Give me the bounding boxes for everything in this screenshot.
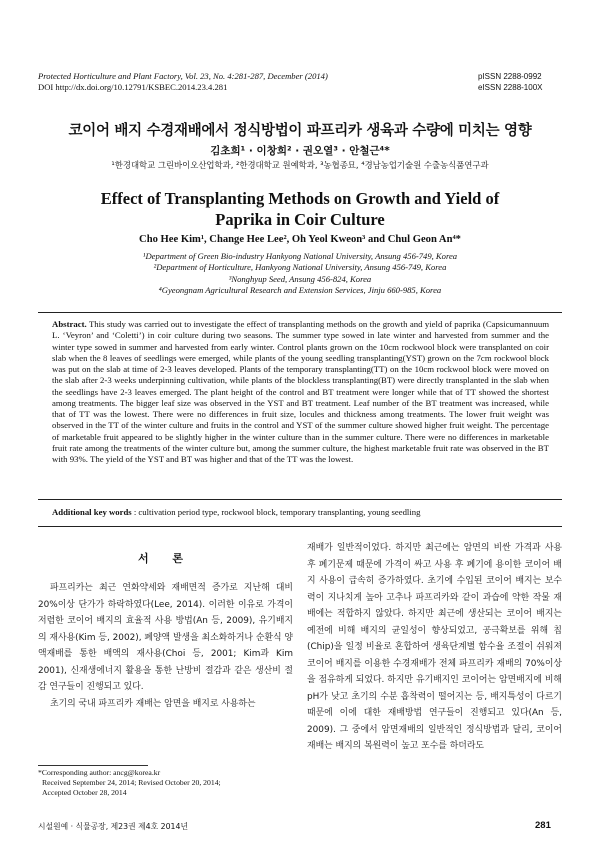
body-right-column: [307, 540, 562, 755]
abstract-top-rule: [38, 312, 562, 313]
korean-title: 코이어 배지 수경재배에서 정식방법이 파프리카 생육과 수량에 미치는 영향: [68, 123, 532, 139]
english-title-line-2: Paprika in Coir Culture: [215, 210, 385, 229]
pissn: pISSN 2288-0992: [478, 72, 542, 81]
keywords-bottom-rule: [38, 526, 562, 527]
footnote-rule: [38, 765, 148, 766]
corresponding-author: *Corresponding author: ancg@korea.kr: [38, 768, 161, 777]
intro-text-left: [38, 580, 293, 712]
abstract-label: Abstract.: [52, 319, 87, 329]
intro-paragraph-1: 파프리카는 최근 연화약세와 재배면적 증가로 지난해 대비 20%이상 단가가 하락하였다(Lee, 2014). 이러한 이유로 가격이 저렴한 코이어 배지의 효율적 사용 방법(An 등, 2009), 유기배지의 재사용(Kim 등, 2002), 폐양액 발생을 최소화하거나 순환식 양액재배를 통한 배액의 재사용(Choi 등, 2001; Kim과 Kim 2001), 신재생에너지 활용을 통한 난방비 절감과 같은 생산비 절감 연구들이 진행되고 있다.: [38, 583, 293, 692]
eissn: eISSN 2288-100X: [478, 83, 543, 92]
keywords: [52, 507, 549, 518]
footer-journal: 시설원예 · 식물공장, 제23권 제4호 2014년: [38, 822, 188, 831]
footnote: [38, 768, 293, 799]
received-dates: Received September 24, 2014; Revised October 20, 2014;: [42, 778, 221, 788]
affiliation-1: ¹Department of Green Bio-industry Hankyong National University, Ansung 456-749, Korea: [142, 251, 458, 261]
affiliation-2: ²Department of Horticulture, Hankyong National University, Ansung 456-749, Korea: [153, 262, 447, 273]
intro-paragraph-2: 초기의 국내 파프리카 재배는 암면을 배지로 사용하는: [50, 698, 256, 709]
journal-header: [38, 71, 418, 93]
abstract: [52, 319, 549, 465]
section-heading-intro: 서 론: [137, 552, 194, 565]
intro-paragraph-3: 재배가 일반적이었다. 하지만 최근에는 암면의 비싼 가격과 사용 후 폐기문제 때문에 가격이 싸고 사용 후 폐기에 용이한 코이어 배지 사용이 급속히 증가하였다. 초기에 수입된 코이어 배지는 보수력이 지나치게 높아 고추나 파프리카와 같이 과습에 약한 작물 재배에는 적합하지 않았다. 하지만 최근에 생산되는 코이어 배지는 예전에 비해 배지의 균일성이 향상되었고, 공극확보를 위해 칩(Chip)을 일정 비율로 혼합하여 생육단계별 함수율 조절이 쉬워져 코이어 배지를 이용한 수경재배가 전체 파프리카 재배의 70%이상을 점유하게 되었다. 하지만 유기배지인 코이어는 암면배지에 비해 pH가 낮고 초기의 수분 흡착력이 떨어지는 등, 배지특성이 다르기 때문에 이에 대한 재배방법 연구들이 진행되고 있다(An 등, 2009). 그 중에서 암면재배의 일반적인 정식방법과 달리, 코이어 재배는 배지의 복원력이 높고 포수를 하더라도: [307, 543, 562, 751]
abstract-text: This study was carried out to investigate the effect of transplanting methods on the growth and yield of paprika (Capsicumannuum L. ‘Veyron’ and ‘Coletti’) in coir culture during two seasons. The summer type sowed in late winter and harvested from summer and the winter type sowed in summer and harvested from early winter. Control plants grown on the 10cm rockwool block were transplanted on coir slab when the 8 leaves of seedlings were emerged, while plants of the young seedling transplanting(YST) grown on the 7cm rockwool block was put on the slab at time of 2-3 leaves developed. Plants of the temporary transplanting(TT) on the 10cm rockwool block were moved on the slab after 2-3 weeks underpinning cultivation, while plants of the blockless transplanting(BT) were directly transplanted in the slab when the seedlings have 2-3 leaves emerged. The plant height of the control and BT treatment were longer while that of TT showed the shortest among treatments. The bigger leaf size was observed in the YST and BT treatment. Leaf number of the BT treatment was increased, while that of TT was the lowest. There were no differences in fruit size, locules and thickness among treatments. The lower fruit weight was observed in the TT of the winter culture and fruits in the control and YST of the summer culture showed higher fruit weight. The percentage of marketable fruit appeared to be slightly higher in the winter culture than in the summer culture. There were no differences in marketable fruit rate among the treatments of the winter culture but, among the summer culture, the highest marketable fruit rate was observed in the BT with 93%. The yield of the YST and BT was higher and that of the TT was the lowest.: [52, 319, 549, 464]
issn-block: [478, 71, 568, 93]
abstract-bottom-rule: [38, 499, 562, 500]
english-title-line-1: Effect of Transplanting Methods on Growth and Yield of: [100, 189, 500, 208]
doi-line: DOI http://dx.doi.org/10.12791/KSBEC.2014.23.4.281: [38, 82, 228, 92]
journal-citation: Protected Horticulture and Plant Factory, Vol. 23, No. 4:281-287, December (2014): [38, 71, 328, 81]
english-affiliations: [40, 251, 560, 297]
english-authors: Cho Hee Kim¹, Change Hee Lee², Oh Yeol Kweon³ and Chul Geon An⁴*: [139, 234, 461, 245]
keywords-label: Additional key words: [52, 507, 132, 517]
accepted-date: Accepted October 28, 2014: [42, 788, 127, 798]
korean-affiliations: ¹한경대학교 그린바이오산업학과, ²한경대학교 원예학과, ³농협종묘, ⁴경남농업기술원 수출농식품연구과: [111, 160, 489, 170]
english-title: [50, 188, 550, 230]
intro-text-right: [307, 540, 562, 755]
affiliation-4: ⁴Gyeongnam Agricultural Research and Extension Services, Jinju 660-985, Korea: [158, 285, 442, 296]
keywords-text: : cultivation period type, rockwool block, temporary transplanting, young seedling: [131, 507, 421, 517]
korean-authors: 김초희¹ · 이창희² · 권오열³ · 안철근⁴*: [210, 145, 390, 157]
page-number: 281: [535, 820, 551, 831]
body-left-column: [38, 540, 293, 712]
affiliation-3: ³Nonghyup Seed, Ansung 456-824, Korea: [228, 273, 372, 284]
